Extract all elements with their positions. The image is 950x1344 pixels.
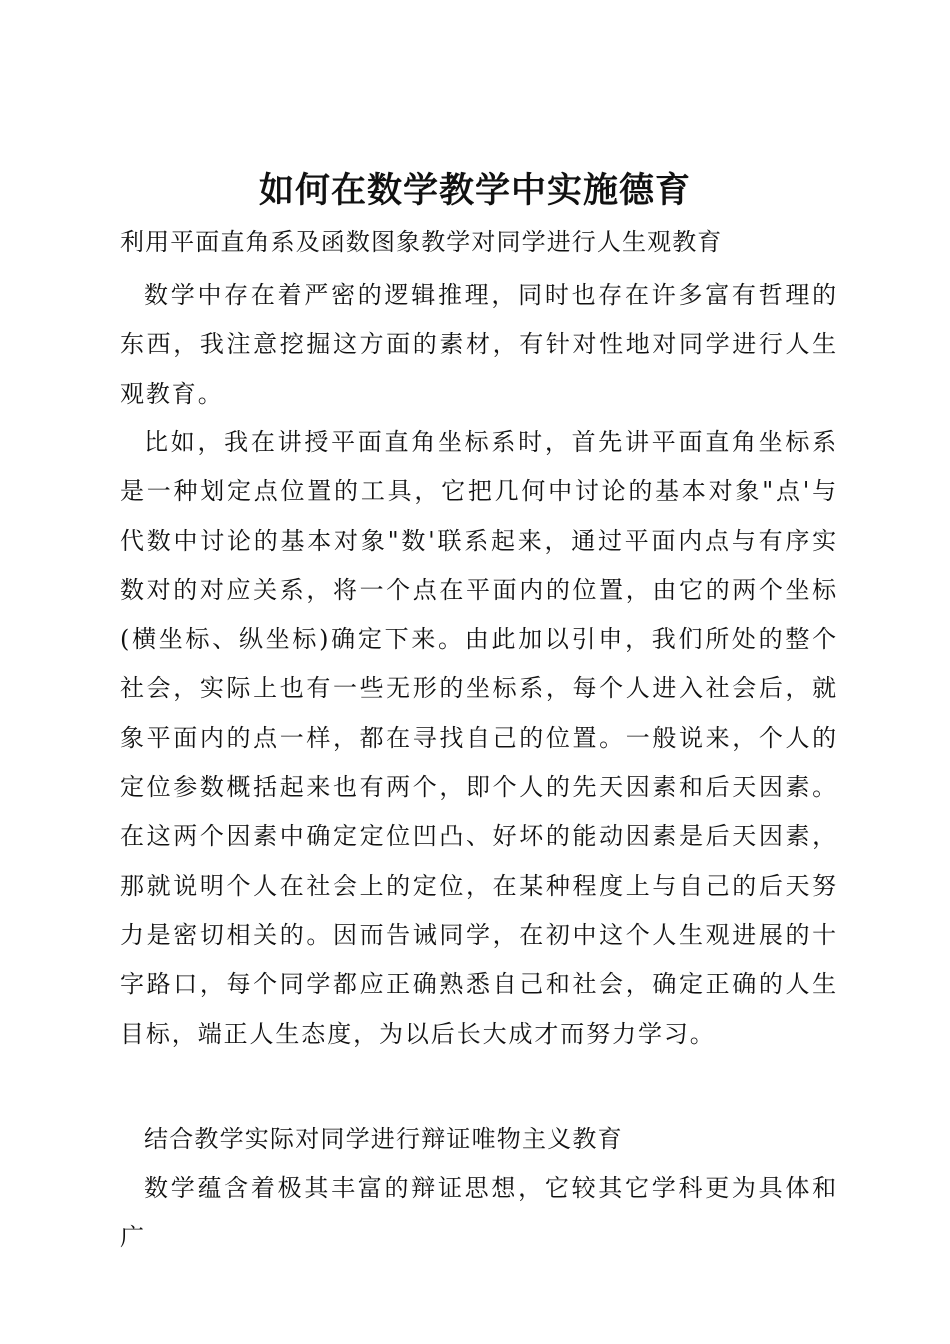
paragraph-logic-philosophy: 数学中存在着严密的逻辑推理，同时也存在许多富有哲理的东西，我注意挖掘这方面的素材，有针对性地对同学进行人生观教育。: [120, 281, 838, 408]
paragraph-dialectics-intro: 数学蕴含着极其丰富的辩证思想，它较其它学科更为具体和广: [120, 1174, 838, 1252]
section-heading-life-view: 利用平面直角系及函数图象教学对同学进行人生观教育: [120, 228, 723, 256]
document-title: 如何在数学教学中实施德育: [258, 170, 691, 212]
section-heading-dialectics: 结合教学实际对同学进行辩证唯物主义教育: [144, 1125, 623, 1153]
paragraph-coordinate-example: 比如，我在讲授平面直角坐标系时，首先讲平面直角坐标系是一种划定点位置的工具，它把几何中讨论的基本对象"点'与代数中讨论的基本对象"数'联系起来，通过平面内点与有序实数对的对应关系，将一个点在平面内的位置，由它的两个坐标(横坐标、纵坐标)确定下来。由此加以引申，我们所处的整个社会，实际上也有一些无形的坐标系，每个人进入社会后，就象平面内的点一样，都在寻找自己的位置。一般说来，个人的定位参数概括起来也有两个，即个人的先天因素和后天因素。在这两个因素中确定定位凹凸、好坏的能动因素是后天因素，那就说明个人在社会上的定位，在某种程度上与自己的后天努力是密切相关的。因而告诫同学，在初中这个人生观进展的十字路口，每个同学都应正确熟悉自己和社会，确定正确的人生目标，端正人生态度，为以后长大成才而努力学习。: [120, 428, 838, 1048]
